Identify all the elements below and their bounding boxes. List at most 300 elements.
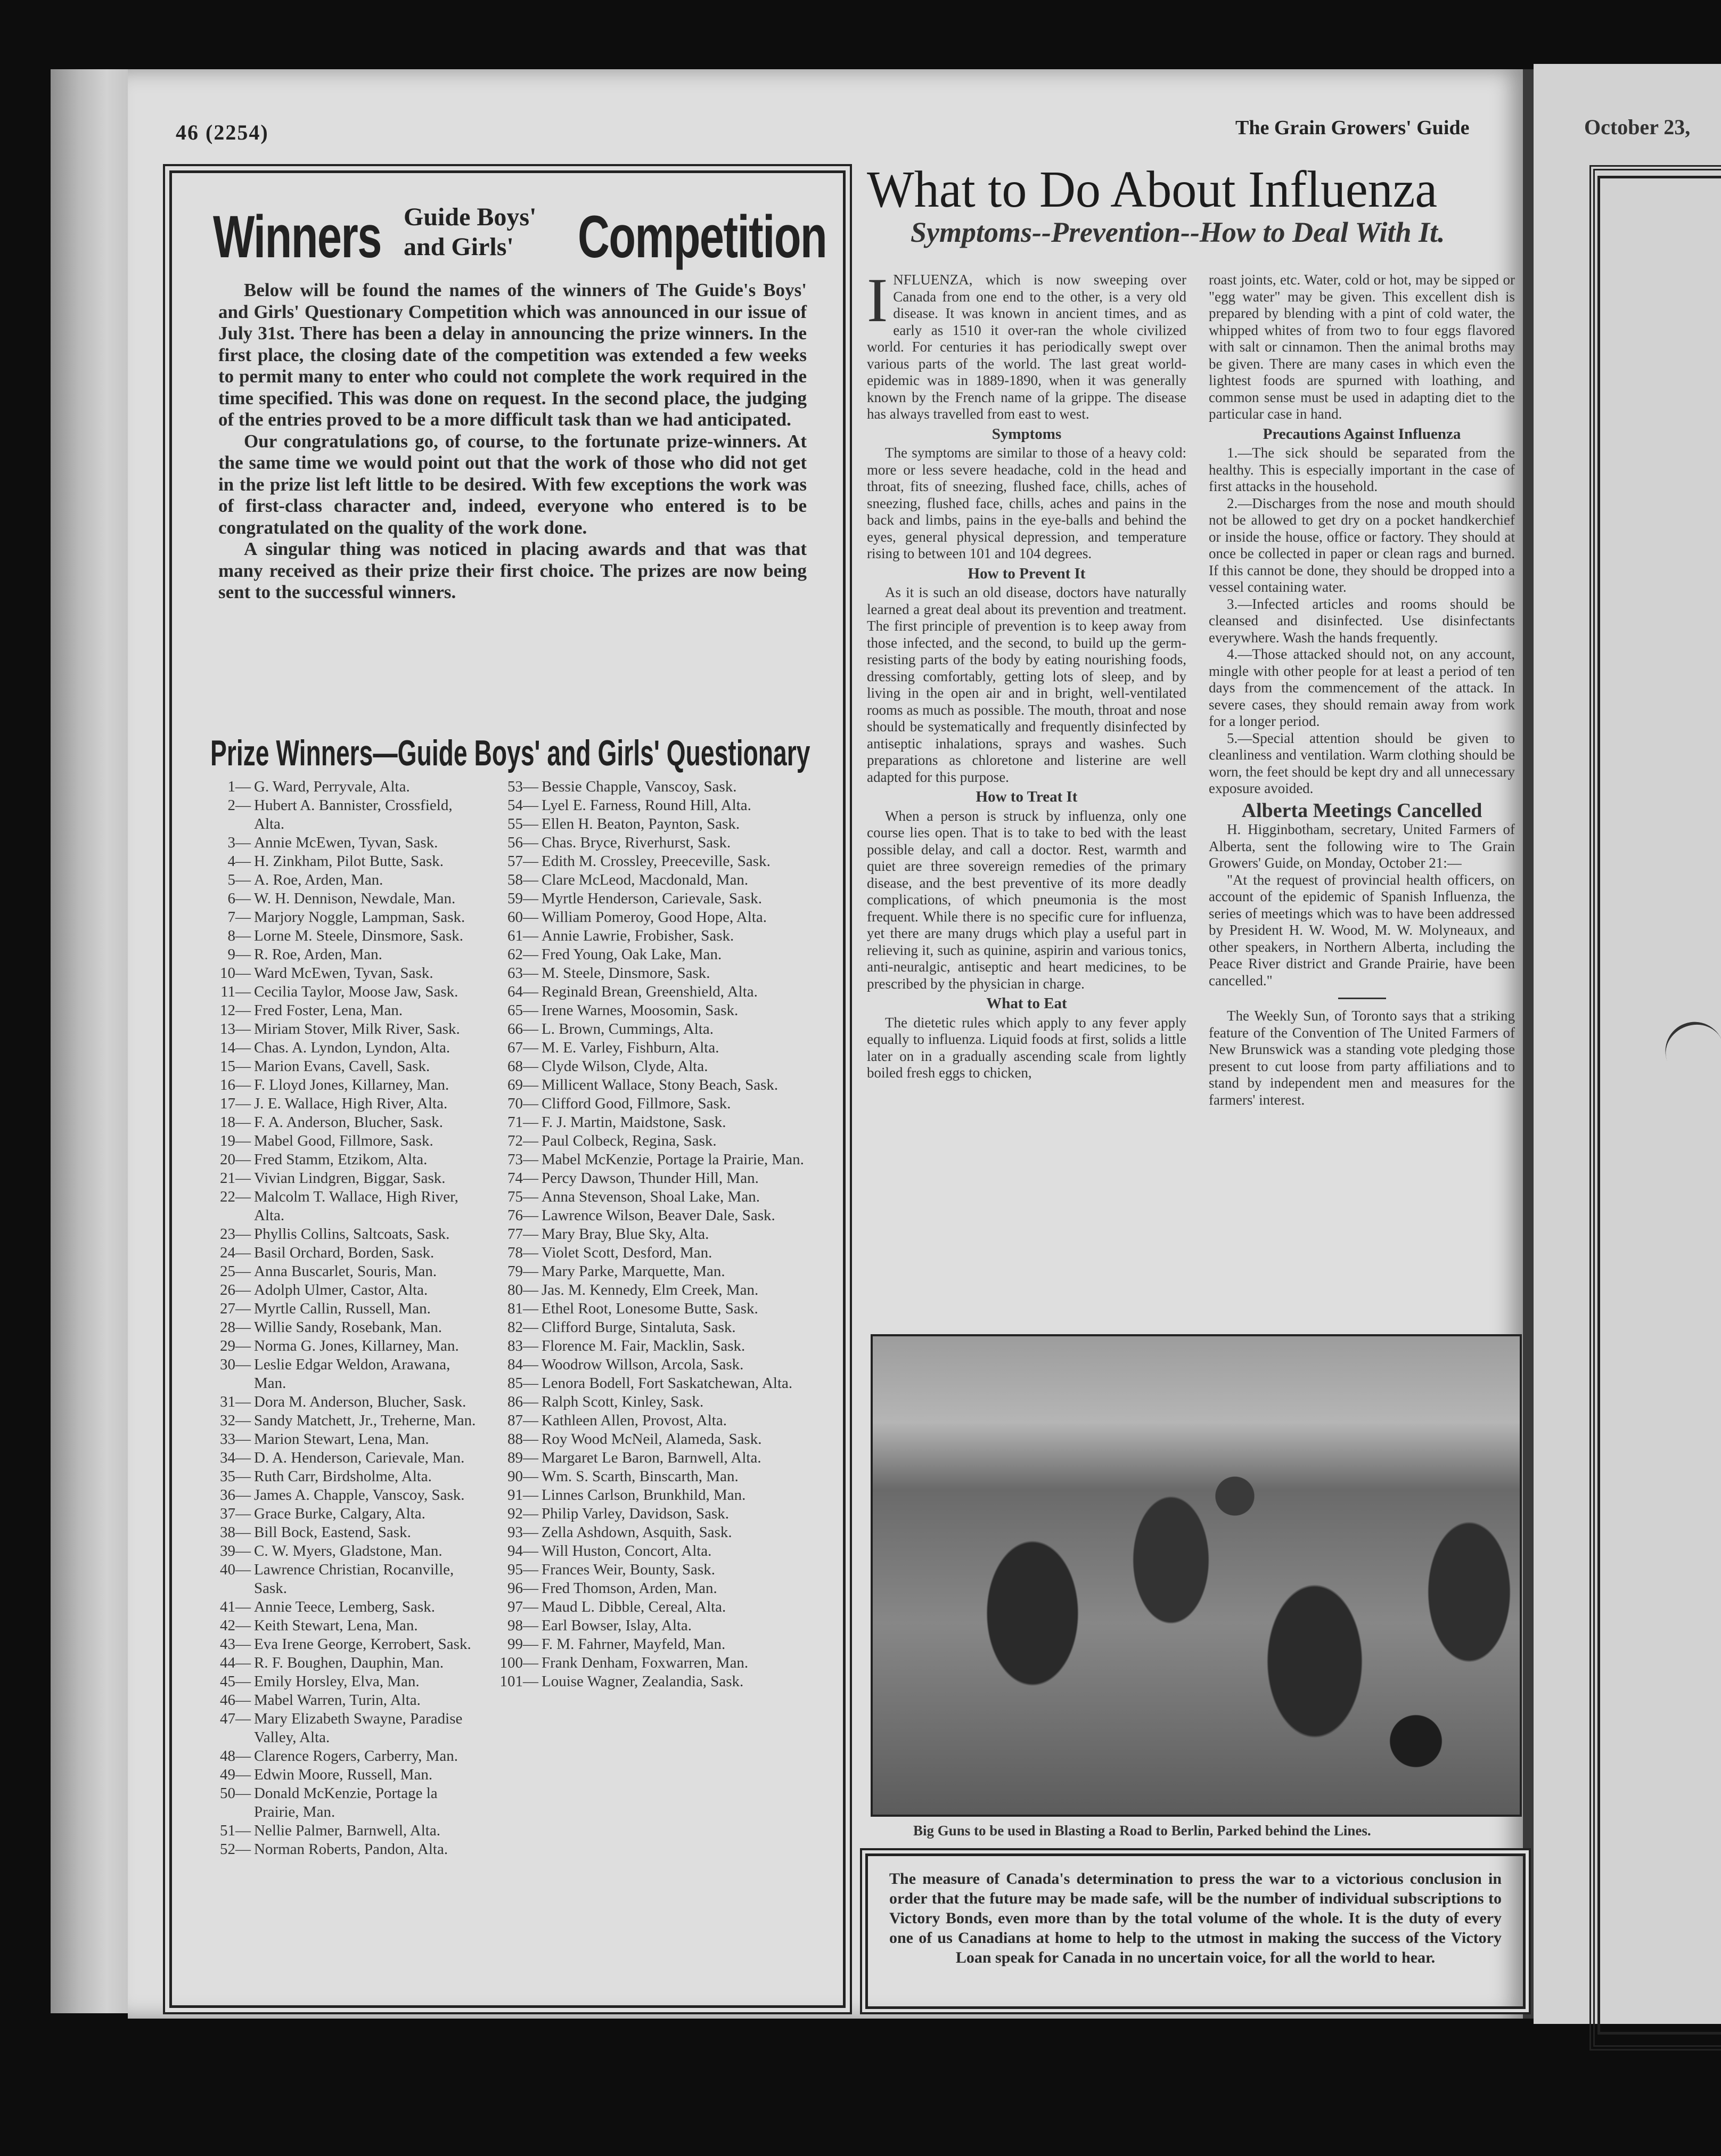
prize-winner-name: Lenora Bodell, Fort Saskatchewan, Alta. bbox=[542, 1375, 793, 1392]
prize-winner-name: Kathleen Allen, Provost, Alta. bbox=[542, 1412, 727, 1429]
prize-winner-name: Malcolm T. Wallace, High River, Alta. bbox=[254, 1188, 458, 1224]
prize-rank: 66— bbox=[507, 1020, 538, 1038]
prize-rank: 60— bbox=[507, 909, 538, 926]
prize-winner-name: Frank Denham, Foxwarren, Man. bbox=[542, 1654, 749, 1671]
prize-winner-name: Norma G. Jones, Killarney, Man. bbox=[254, 1337, 459, 1354]
prize-winner-entry bbox=[205, 1561, 482, 1598]
treatment-heading: How to Treat It bbox=[976, 788, 1078, 805]
prize-rank: 46— bbox=[220, 1692, 251, 1709]
prize-winner-name: William Pomeroy, Good Hope, Alta. bbox=[542, 909, 767, 926]
prize-rank: 2— bbox=[227, 797, 251, 814]
prize-rank: 65— bbox=[507, 1002, 538, 1019]
prize-winner-entry bbox=[205, 1430, 482, 1449]
winners-heading-small-1: Guide Boys' bbox=[404, 203, 537, 231]
alberta-quote: "At the request of provincial health officers, on account of the epidemic of Spanish Influenza, the series of meetings which was to have been addressed by President H. W. Wood, M. W. Molyneaux, and other speakers, in Northern Alberta, including the Peace River district and Grande Prairie, have been cancelled." bbox=[1209, 871, 1515, 989]
prize-winner-entry bbox=[493, 1523, 807, 1542]
prize-rank: 64— bbox=[507, 983, 538, 1000]
prize-winner-entry bbox=[493, 1393, 807, 1411]
prize-winner-entry bbox=[493, 1020, 807, 1039]
prize-rank: 3— bbox=[227, 834, 251, 851]
prize-winner-entry bbox=[205, 852, 482, 871]
prize-rank: 81— bbox=[507, 1300, 538, 1317]
prize-winner-name: Nellie Palmer, Barnwell, Alta. bbox=[254, 1822, 440, 1839]
prize-rank: 24— bbox=[220, 1244, 251, 1261]
prize-winner-name: Anna Buscarlet, Souris, Man. bbox=[254, 1263, 437, 1280]
winners-heading-small-2: and Girls' bbox=[404, 233, 514, 261]
influenza-column-1 bbox=[867, 265, 1186, 1082]
prize-winner-entry bbox=[493, 1486, 807, 1505]
prize-rank: 73— bbox=[507, 1151, 538, 1168]
victory-loan-box bbox=[865, 1853, 1526, 2009]
precaution-item: 2.—Discharges from the nose and mouth should not be allowed to get dry on a pocket handkerchief or inside the house, office or factory. They should at once be collected in paper or clean rags and burned. If this cannot be done, they should be dropped into a vessel containing water. bbox=[1209, 495, 1515, 595]
prize-winner-entry bbox=[205, 908, 482, 927]
prize-winner-entry bbox=[205, 927, 482, 945]
prize-winner-name: Mabel Good, Fillmore, Sask. bbox=[254, 1132, 433, 1149]
prize-winner-entry bbox=[493, 1169, 807, 1188]
drop-cap: I bbox=[867, 265, 888, 335]
prize-winner-entry bbox=[205, 1150, 482, 1169]
prize-winner-name: Clare McLeod, Macdonald, Man. bbox=[542, 871, 749, 888]
prize-winner-entry bbox=[205, 796, 482, 834]
prize-rank: 29— bbox=[220, 1337, 251, 1354]
prize-rank: 19— bbox=[220, 1132, 251, 1149]
prize-rank: 30— bbox=[220, 1356, 251, 1373]
winners-paragraph: Our congratulations go, of course, to the fortunate prize-winners. At the same time we would point out that the work of those who did not get in the prize list left little to be desired. With few exceptions the work was of first-class character and, indeed, everyone who entered is to be congratulated on the quality of the work done. bbox=[218, 430, 807, 538]
prize-winner-name: G. Ward, Perryvale, Alta. bbox=[254, 778, 410, 795]
prize-rank: 56— bbox=[507, 834, 538, 851]
prize-winner-entry bbox=[205, 1355, 482, 1393]
prize-rank: 98— bbox=[507, 1617, 538, 1634]
victory-loan-text: The measure of Canada's determination to press the war to a victorious conclusion in order that the future may be made safe, will be the number of individual subscriptions to Victory Bonds, even more than by the total volume of the whole. It is the duty of every one of us Canadians at home to help to the utmost in making the success of the Victory Loan speak for Canada in no uncertain voice, for all the world to hear. bbox=[889, 1870, 1502, 1966]
prize-winner-entry bbox=[493, 1188, 807, 1206]
prize-winner-name: Willie Sandy, Rosebank, Man. bbox=[254, 1319, 442, 1336]
prize-winner-entry bbox=[493, 1150, 807, 1169]
prize-rank: 44— bbox=[220, 1654, 251, 1671]
prize-rank: 35— bbox=[220, 1468, 251, 1485]
prize-winner-entry bbox=[205, 778, 482, 796]
prize-winner-name: Clyde Wilson, Clyde, Alta. bbox=[542, 1058, 708, 1075]
prize-rank: 47— bbox=[220, 1710, 251, 1727]
prize-winner-entry bbox=[493, 815, 807, 834]
diet-text: The dietetic rules which apply to any fever apply equally to influenza. Liquid foods at first, solids a little later on in a gradually ascending scale from lightly boiled fresh eggs to chicken, bbox=[867, 1014, 1186, 1081]
prize-rank: 37— bbox=[220, 1505, 251, 1522]
prize-winner-entry bbox=[493, 1542, 807, 1561]
prize-rank: 67— bbox=[507, 1039, 538, 1056]
prize-rank: 14— bbox=[220, 1039, 251, 1056]
prize-rank: 10— bbox=[220, 965, 251, 982]
prize-rank: 84— bbox=[507, 1356, 538, 1373]
prize-winner-name: Grace Burke, Calgary, Alta. bbox=[254, 1505, 425, 1522]
prize-winner-name: Woodrow Willson, Arcola, Sask. bbox=[542, 1356, 744, 1373]
prize-winner-name: Mary Elizabeth Swayne, Paradise Valley, Alta. bbox=[254, 1710, 463, 1746]
prize-winner-entry bbox=[493, 1598, 807, 1616]
prize-winner-entry bbox=[205, 1393, 482, 1411]
winners-heading-left: Winners bbox=[213, 203, 381, 270]
prize-rank: 74— bbox=[507, 1170, 538, 1187]
prize-winner-name: Annie McEwen, Tyvan, Sask. bbox=[254, 834, 438, 851]
prize-winner-entry bbox=[493, 964, 807, 983]
prize-winner-entry bbox=[205, 1449, 482, 1467]
prize-winner-entry bbox=[493, 1505, 807, 1523]
prize-winner-name: Chas. Bryce, Riverhurst, Sask. bbox=[542, 834, 731, 851]
prize-rank: 100— bbox=[499, 1654, 538, 1671]
prize-winner-entry bbox=[205, 1542, 482, 1561]
prize-winner-name: J. E. Wallace, High River, Alta. bbox=[254, 1095, 448, 1112]
prize-winner-name: Ethel Root, Lonesome Butte, Sask. bbox=[542, 1300, 758, 1317]
prize-winner-name: Chas. A. Lyndon, Lyndon, Alta. bbox=[254, 1039, 450, 1056]
prize-winner-entry bbox=[493, 1001, 807, 1020]
prize-winner-name: Clifford Good, Fillmore, Sask. bbox=[542, 1095, 731, 1112]
prize-rank: 89— bbox=[507, 1449, 538, 1466]
prize-winner-entry bbox=[493, 1318, 807, 1337]
prize-winner-name: Edith M. Crossley, Preeceville, Sask. bbox=[542, 853, 771, 870]
prize-winner-name: R. F. Boughen, Dauphin, Man. bbox=[254, 1654, 444, 1671]
prize-rank: 93— bbox=[507, 1524, 538, 1541]
prize-rank: 92— bbox=[507, 1505, 538, 1522]
prize-winner-name: Wm. S. Scarth, Binscarth, Man. bbox=[542, 1468, 739, 1485]
prize-winner-name: Ward McEwen, Tyvan, Sask. bbox=[254, 965, 433, 982]
winners-paragraph: A singular thing was noticed in placing awards and that was that many received as their prize their first choice. The prizes are now being sent to the successful winners. bbox=[218, 538, 807, 602]
prize-rank: 101— bbox=[499, 1673, 538, 1690]
prize-winner-entry bbox=[493, 889, 807, 908]
prize-rank: 1— bbox=[227, 778, 251, 795]
prize-winner-entry bbox=[493, 1616, 807, 1635]
prize-winner-name: Annie Teece, Lemberg, Sask. bbox=[254, 1598, 435, 1615]
prize-rank: 68— bbox=[507, 1058, 538, 1075]
prize-rank: 80— bbox=[507, 1281, 538, 1298]
prize-winner-entry bbox=[205, 1001, 482, 1020]
prize-winner-entry bbox=[205, 1113, 482, 1132]
prize-winner-entry bbox=[493, 796, 807, 815]
prize-rank: 39— bbox=[220, 1542, 251, 1559]
publication-name: The Grain Growers' Guide bbox=[1235, 117, 1470, 139]
alberta-text: H. Higginbotham, secretary, United Farmers of Alberta, sent the following wire to The Grain Growers' Guide, on Monday, October 21:— bbox=[1209, 821, 1515, 871]
prize-winner-entry bbox=[205, 1784, 482, 1822]
prize-winner-name: F. A. Anderson, Blucher, Sask. bbox=[254, 1114, 443, 1131]
prize-winner-name: Dora M. Anderson, Blucher, Sask. bbox=[254, 1393, 466, 1410]
weekly-sun-text: The Weekly Sun, of Toronto says that a striking feature of the Convention of The United Farmers of New Brunswick was a standing vote pledging those present to cut loose from party affiliations and to stand by independent men and measures for the farmers' interest. bbox=[1209, 1008, 1515, 1108]
prize-winner-name: Lawrence Christian, Rocanville, Sask. bbox=[254, 1561, 454, 1597]
prize-rank: 16— bbox=[220, 1076, 251, 1093]
prize-rank: 26— bbox=[220, 1281, 251, 1298]
prize-rank: 9— bbox=[227, 946, 251, 963]
prize-rank: 95— bbox=[507, 1561, 538, 1578]
prize-winner-entry bbox=[493, 1411, 807, 1430]
prize-winner-entry bbox=[205, 1095, 482, 1113]
prize-winner-name: M. E. Varley, Fishburn, Alta. bbox=[542, 1039, 719, 1056]
prize-rank: 48— bbox=[220, 1747, 251, 1765]
prize-winner-name: Ruth Carr, Birdsholme, Alta. bbox=[254, 1468, 432, 1485]
prize-winner-entry bbox=[205, 1169, 482, 1188]
prize-rank: 94— bbox=[507, 1542, 538, 1559]
prize-rank: 97— bbox=[507, 1598, 538, 1615]
prize-rank: 57— bbox=[507, 853, 538, 870]
prize-winner-name: Norman Roberts, Pandon, Alta. bbox=[254, 1841, 448, 1858]
prize-winner-entry bbox=[205, 1840, 482, 1859]
prize-winner-name: Bill Bock, Eastend, Sask. bbox=[254, 1524, 411, 1541]
prize-rank: 49— bbox=[220, 1766, 251, 1783]
prize-winner-entry bbox=[205, 1225, 482, 1244]
prize-winner-entry bbox=[493, 1132, 807, 1150]
prize-rank: 88— bbox=[507, 1431, 538, 1448]
prize-winner-name: F. Lloyd Jones, Killarney, Man. bbox=[254, 1076, 449, 1093]
prize-winner-name: Millicent Wallace, Stony Beach, Sask. bbox=[542, 1076, 778, 1093]
prize-rank: 13— bbox=[220, 1020, 251, 1038]
prize-winner-entry bbox=[205, 1822, 482, 1840]
prize-winner-entry bbox=[205, 1262, 482, 1281]
prize-rank: 63— bbox=[507, 965, 538, 982]
prize-winner-name: R. Roe, Arden, Man. bbox=[254, 946, 382, 963]
prize-winner-entry bbox=[493, 1281, 807, 1300]
book-page-edges bbox=[51, 69, 130, 2013]
prize-winner-name: Hubert A. Bannister, Crossfield, Alta. bbox=[254, 797, 453, 832]
prize-winner-entry bbox=[205, 1747, 482, 1766]
prize-winner-name: Leslie Edgar Weldon, Arawana, Man. bbox=[254, 1356, 450, 1392]
winners-heading bbox=[213, 192, 827, 282]
prize-rank: 23— bbox=[220, 1226, 251, 1243]
prize-rank: 59— bbox=[507, 890, 538, 907]
prize-rank: 41— bbox=[220, 1598, 251, 1615]
winners-intro bbox=[218, 280, 807, 603]
prize-winner-name: Philip Varley, Davidson, Sask. bbox=[542, 1505, 730, 1522]
prize-rank: 85— bbox=[507, 1375, 538, 1392]
prize-winner-entry bbox=[205, 1616, 482, 1635]
diet-heading: What to Eat bbox=[986, 995, 1067, 1012]
prize-winner-entry bbox=[493, 1579, 807, 1598]
prize-rank: 58— bbox=[507, 871, 538, 888]
prize-winner-name: Marion Stewart, Lena, Man. bbox=[254, 1431, 429, 1448]
prize-winner-entry bbox=[493, 1206, 807, 1225]
prize-winner-name: Fred Young, Oak Lake, Man. bbox=[542, 946, 722, 963]
prize-winner-entry bbox=[493, 1057, 807, 1076]
prize-rank: 76— bbox=[507, 1207, 538, 1224]
prize-winner-name: C. W. Myers, Gladstone, Man. bbox=[254, 1542, 442, 1559]
prize-rank: 86— bbox=[507, 1393, 538, 1410]
prize-winner-name: F. M. Fahrner, Mayfeld, Man. bbox=[542, 1636, 726, 1653]
prize-winner-entry bbox=[205, 983, 482, 1001]
precaution-item: 4.—Those attacked should not, on any account, mingle with other people for at least a period of ten days from the commencement of the attack. In severe cases, they should remain away from work for a longer period. bbox=[1209, 646, 1515, 729]
prize-winner-entry bbox=[205, 1281, 482, 1300]
prize-rank: 22— bbox=[220, 1188, 251, 1205]
prize-winner-name: Marjory Noggle, Lampman, Sask. bbox=[254, 909, 465, 926]
prize-winner-name: Eva Irene George, Kerrobert, Sask. bbox=[254, 1636, 471, 1653]
prize-winner-name: Anna Stevenson, Shoal Lake, Man. bbox=[542, 1188, 760, 1205]
photo-caption: Big Guns to be used in Blasting a Road to Berlin, Parked behind the Lines. bbox=[913, 1823, 1371, 1839]
prize-winner-name: Louise Wagner, Zealandia, Sask. bbox=[542, 1673, 744, 1690]
prize-winner-name: Lorne M. Steele, Dinsmore, Sask. bbox=[254, 927, 464, 944]
prize-winner-entry bbox=[205, 1654, 482, 1672]
prize-rank: 4— bbox=[227, 853, 251, 870]
influenza-column-2 bbox=[1209, 272, 1515, 1108]
prize-winner-entry bbox=[493, 1113, 807, 1132]
prize-winner-name: Clarence Rogers, Carberry, Man. bbox=[254, 1747, 458, 1765]
prize-winner-entry bbox=[205, 1337, 482, 1355]
prevention-text: As it is such an old disease, doctors have naturally learned a great deal about its prevention and treatment. The first principle of prevention is to keep away from those infected, and the second, to build up the germ-resisting parts of the body by eating nourishing foods, dressing comfortably, getting lots of sleep, and by living in the open air and in bright, well-ventilated rooms as much as possible. The mouth, throat and nose should be systematically and frequently disinfected by antiseptic inhalations, sprays and washes. Such preparations as chloretone and listerine are well adapted for this purpose. bbox=[867, 584, 1186, 785]
prize-winner-entry bbox=[205, 1300, 482, 1318]
prize-winner-name: Lawrence Wilson, Beaver Dale, Sask. bbox=[542, 1207, 775, 1224]
precaution-item: 1.—The sick should be separated from the healthy. This is especially important in the case of first attacks in the household. bbox=[1209, 445, 1515, 494]
prize-winner-entry bbox=[493, 1355, 807, 1374]
prize-winner-name: Margaret Le Baron, Barnwell, Alta. bbox=[542, 1449, 761, 1466]
prize-winner-name: Mary Parke, Marquette, Man. bbox=[542, 1263, 725, 1280]
prize-winner-entry bbox=[205, 1691, 482, 1710]
prize-winner-entry bbox=[205, 1318, 482, 1337]
prize-winner-entry bbox=[205, 1505, 482, 1523]
prize-winner-entry bbox=[205, 1467, 482, 1486]
prize-winner-name: Florence M. Fair, Macklin, Sask. bbox=[542, 1337, 745, 1354]
prize-winner-name: Violet Scott, Desford, Man. bbox=[542, 1244, 712, 1261]
prize-winner-name: Ralph Scott, Kinley, Sask. bbox=[542, 1393, 704, 1410]
prize-winners-heading: Prize Winners—Guide Boys' and Girls' Questionary bbox=[210, 733, 810, 773]
prize-rank: 91— bbox=[507, 1487, 538, 1504]
prize-winner-name: Donald McKenzie, Portage la Prairie, Man. bbox=[254, 1785, 438, 1820]
influenza-subtitle: Symptoms--Prevention--How to Deal With It. bbox=[911, 216, 1445, 248]
prize-winner-entry bbox=[205, 834, 482, 852]
treatment-text: When a person is struck by influenza, only one course lies open. That is to take to bed with the least possible delay, and call a doctor. Rest, warmth and quiet are three sovereign remedies of the primary disease, and the best preventive of its more deadly complications, of which pneumonia is the most frequent. While there is no specific cure for influenza, yet there are many drugs which play a useful part in relieving it, such as quinine, aspirin and various tonics, anti-neuralgic, antiseptic and heart medicines, to be prescribed by the physician in charge. bbox=[867, 807, 1186, 992]
diet-text-continued: roast joints, etc. Water, cold or hot, may be sipped or "egg water" may be given. This excellent dish is prepared by blending with a pint of cold water, the whipped whites of from two to four eggs flavored with salt or cinnamon. Then the animal broths may be given. There are many cases in which even the lightest foods are spurned with loathing, and common sense must be used in adapting diet to the particular case in hand. bbox=[1209, 272, 1515, 422]
prize-winner-name: Ellen H. Beaton, Paynton, Sask. bbox=[542, 815, 740, 832]
winners-heading-right: Competition bbox=[578, 203, 827, 270]
prize-rank: 15— bbox=[220, 1058, 251, 1075]
prize-rank: 69— bbox=[507, 1076, 538, 1093]
prize-list-left bbox=[205, 778, 482, 1859]
prize-winner-name: F. J. Martin, Maidstone, Sask. bbox=[542, 1114, 726, 1131]
prize-winner-entry bbox=[493, 1225, 807, 1244]
big-guns-photo bbox=[871, 1334, 1522, 1817]
prize-winner-entry bbox=[493, 1262, 807, 1281]
prize-rank: 40— bbox=[220, 1561, 251, 1578]
prize-rank: 6— bbox=[227, 890, 251, 907]
prize-winner-entry bbox=[493, 1635, 807, 1654]
precautions-heading: Precautions Against Influenza bbox=[1263, 425, 1461, 443]
prize-rank: 12— bbox=[220, 1002, 251, 1019]
prize-winner-name: Fred Stamm, Etzikom, Alta. bbox=[254, 1151, 428, 1168]
prize-winner-name: M. Steele, Dinsmore, Sask. bbox=[542, 965, 710, 982]
prize-winner-name: Maud L. Dibble, Cereal, Alta. bbox=[542, 1598, 726, 1615]
prize-winner-entry bbox=[205, 1244, 482, 1262]
prize-winner-name: Percy Dawson, Thunder Hill, Man. bbox=[542, 1170, 759, 1187]
prize-winner-entry bbox=[493, 945, 807, 964]
prize-winner-entry bbox=[493, 1337, 807, 1355]
prize-winner-entry bbox=[205, 1486, 482, 1505]
prize-winner-entry bbox=[493, 1467, 807, 1486]
prize-winner-entry bbox=[493, 1039, 807, 1057]
prize-rank: 33— bbox=[220, 1431, 251, 1448]
prize-rank: 52— bbox=[220, 1841, 251, 1858]
next-page-inner-frame bbox=[1597, 176, 1721, 2035]
prize-rank: 8— bbox=[227, 927, 251, 944]
prize-winner-entry bbox=[493, 871, 807, 889]
winners-paragraph: Below will be found the names of the winners of The Guide's Boys' and Girls' Questionary Competition which was announced in our issue of July 31st. There has been a delay in announcing the prize winners. In the first place, the closing date of the competition was extended a few weeks to permit many to enter who could not complete the work required in the time specified. This was done on request. In the second place, the judging of the entries proved to be a more difficult task than we had anticipated. bbox=[218, 280, 807, 430]
symptoms-heading: Symptoms bbox=[991, 425, 1062, 443]
prize-winner-entry bbox=[493, 1561, 807, 1579]
prize-winner-entry bbox=[205, 1598, 482, 1616]
prize-winner-name: Phyllis Collins, Saltcoats, Sask. bbox=[254, 1226, 450, 1243]
prize-winner-name: H. Zinkham, Pilot Butte, Sask. bbox=[254, 853, 444, 870]
symptoms-text: The symptoms are similar to those of a heavy cold: more or less severe headache, cold in the head and throat, fits of sneezing, flushed face, chills, aches of sneezing, flushed face, chills, aches and pains in the back and limbs, pains in the eye-balls and behind the eyes, general physical depression, and temperature rising to between 101 and 104 degrees. bbox=[867, 445, 1186, 561]
prize-rank: 82— bbox=[507, 1319, 538, 1336]
prize-winner-name: Jas. M. Kennedy, Elm Creek, Man. bbox=[542, 1281, 759, 1298]
prize-rank: 72— bbox=[507, 1132, 538, 1149]
page-number: 46 (2254) bbox=[176, 120, 269, 144]
prize-winner-name: Miriam Stover, Milk River, Sask. bbox=[254, 1020, 460, 1038]
prize-winner-entry bbox=[493, 1076, 807, 1095]
prize-rank: 27— bbox=[220, 1300, 251, 1317]
alberta-heading: Alberta Meetings Cancelled bbox=[1241, 799, 1482, 822]
prevention-heading: How to Prevent It bbox=[968, 565, 1086, 582]
prize-list-right bbox=[493, 778, 807, 1691]
prize-winner-name: W. H. Dennison, Newdale, Man. bbox=[254, 890, 456, 907]
prize-rank: 17— bbox=[220, 1095, 251, 1112]
prize-rank: 42— bbox=[220, 1617, 251, 1634]
prize-winner-entry bbox=[205, 871, 482, 889]
prize-rank: 7— bbox=[227, 909, 251, 926]
prize-winner-name: Lyel E. Farness, Round Hill, Alta. bbox=[542, 797, 751, 814]
prize-rank: 50— bbox=[220, 1785, 251, 1802]
prize-rank: 45— bbox=[220, 1673, 251, 1690]
prize-winner-name: Zella Ashdown, Asquith, Sask. bbox=[542, 1524, 732, 1541]
prize-winner-entry bbox=[205, 889, 482, 908]
prize-winner-name: Edwin Moore, Russell, Man. bbox=[254, 1766, 433, 1783]
prize-winner-entry bbox=[205, 1039, 482, 1057]
prize-rank: 99— bbox=[507, 1636, 538, 1653]
prize-winner-name: Fred Foster, Lena, Man. bbox=[254, 1002, 403, 1019]
prize-rank: 53— bbox=[507, 778, 538, 795]
prize-winner-entry bbox=[205, 1411, 482, 1430]
prize-winner-entry bbox=[493, 778, 807, 796]
prize-winner-entry bbox=[205, 1132, 482, 1150]
prize-winner-name: Roy Wood McNeil, Alameda, Sask. bbox=[542, 1431, 762, 1448]
prize-winner-name: Linnes Carlson, Brunkhild, Man. bbox=[542, 1487, 746, 1504]
prize-winner-name: Earl Bowser, Islay, Alta. bbox=[542, 1617, 692, 1634]
prize-winner-entry bbox=[493, 1244, 807, 1262]
prize-winner-entry bbox=[493, 1300, 807, 1318]
prize-rank: 96— bbox=[507, 1580, 538, 1597]
prize-winner-name: Mary Bray, Blue Sky, Alta. bbox=[542, 1226, 709, 1243]
prize-winner-entry bbox=[493, 1374, 807, 1393]
prize-rank: 87— bbox=[507, 1412, 538, 1429]
prize-winner-name: Cecilia Taylor, Moose Jaw, Sask. bbox=[254, 983, 458, 1000]
next-page-date: October 23, bbox=[1584, 115, 1691, 139]
influenza-intro: NFLUENZA, which is now sweeping over Canada from one end to the other, is a very old disease. It was known in ancient times, and as early as 1510 it over-ran the whole civilized world. For centuries it has periodically swept over various parts of the world. The last great world-epidemic was in 1889-1890, when it was generally known by the French name of la grippe. The disease has always travelled from east to west. bbox=[867, 272, 1186, 422]
prize-winner-name: Clifford Burge, Sintaluta, Sask. bbox=[542, 1319, 736, 1336]
prize-winner-name: Frances Weir, Bounty, Sask. bbox=[542, 1561, 715, 1578]
prize-rank: 28— bbox=[220, 1319, 251, 1336]
prize-rank: 21— bbox=[220, 1170, 251, 1187]
prize-winner-entry bbox=[205, 1020, 482, 1039]
prize-rank: 55— bbox=[507, 815, 538, 832]
prize-winner-entry bbox=[493, 908, 807, 927]
influenza-title: What to Do About Influenza bbox=[867, 161, 1438, 218]
prize-rank: 38— bbox=[220, 1524, 251, 1541]
divider bbox=[1338, 998, 1386, 999]
prize-winner-entry bbox=[205, 1076, 482, 1095]
prize-winner-name: Basil Orchard, Borden, Sask. bbox=[254, 1244, 435, 1261]
prize-winner-entry bbox=[493, 1449, 807, 1467]
prize-rank: 71— bbox=[507, 1114, 538, 1131]
prize-winner-name: Paul Colbeck, Regina, Sask. bbox=[542, 1132, 717, 1149]
prize-winner-name: Keith Stewart, Lena, Man. bbox=[254, 1617, 418, 1634]
prize-winner-name: Sandy Matchett, Jr., Treherne, Man. bbox=[254, 1412, 476, 1429]
prize-rank: 79— bbox=[507, 1263, 538, 1280]
prize-winner-entry bbox=[493, 834, 807, 852]
prize-winner-entry bbox=[205, 1710, 482, 1747]
prize-rank: 75— bbox=[507, 1188, 538, 1205]
prize-winner-entry bbox=[205, 1766, 482, 1784]
prize-rank: 62— bbox=[507, 946, 538, 963]
prize-rank: 54— bbox=[507, 797, 538, 814]
prize-winner-name: D. A. Henderson, Carievale, Man. bbox=[254, 1449, 465, 1466]
